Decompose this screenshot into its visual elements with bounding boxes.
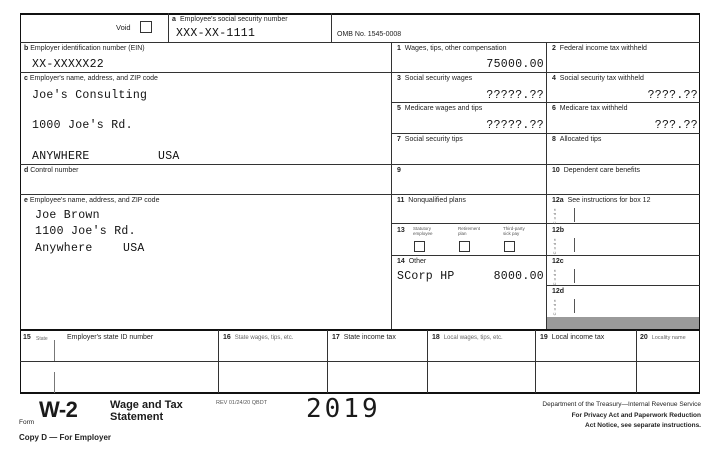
box-12a-label: 12a See instructions for box 12 xyxy=(552,197,651,204)
ssn-label: Employee's social security number xyxy=(180,16,288,23)
state-sub-div-2 xyxy=(54,372,55,393)
privacy-line1: For Privacy Act and Paperwork Reduction xyxy=(571,412,701,419)
box-12a-code-label: C o d e xyxy=(552,208,557,225)
box-e-label: e Employee's name, address, and ZIP code xyxy=(24,197,160,204)
frame-left xyxy=(20,13,21,394)
box-6-value: ???.?? xyxy=(654,119,698,132)
box-d-label: d Control number xyxy=(24,167,79,174)
box-12b-tick xyxy=(574,238,575,252)
state-row-mid xyxy=(20,361,700,362)
state-div-4 xyxy=(535,330,536,393)
box-19-label: 19 Local income tax xyxy=(540,334,605,341)
row7-line xyxy=(391,255,700,256)
box-3-label: 3 Social security wages xyxy=(397,75,473,82)
box-12d-tick xyxy=(574,299,575,313)
retirement-plan-checkbox[interactable] xyxy=(459,241,470,252)
box-12d-label: 12d xyxy=(552,288,565,295)
employer-name: Joe's Consulting xyxy=(32,89,148,102)
form-name: W-2 xyxy=(39,397,78,422)
box-12b-label: 12b xyxy=(552,227,565,234)
form-word: Form xyxy=(19,419,35,426)
ein-value: XX-XXXXX22 xyxy=(32,58,105,71)
row2-line xyxy=(391,102,700,103)
omb-number: OMB No. 1545-0008 xyxy=(337,31,402,38)
box-c-label: c Employer's name, address, and ZIP code xyxy=(24,75,158,82)
employee-country: USA xyxy=(123,242,145,255)
employee-city: Anywhere xyxy=(35,242,93,255)
box-6-label: 6 Medicare tax withheld xyxy=(552,105,628,112)
box-12c-tick xyxy=(574,269,575,283)
box-a-letter: a xyxy=(172,16,176,23)
box-5-label: 5 Medicare wages and tips xyxy=(397,105,483,112)
state-div-5 xyxy=(636,330,637,393)
header-bottom-line xyxy=(20,42,700,43)
row1-line xyxy=(391,72,700,73)
copy-designation: Copy D — For Employer xyxy=(19,433,112,442)
frame-top xyxy=(20,13,700,15)
state-div-2 xyxy=(327,330,328,393)
ssn-value: XXX-XX-1111 xyxy=(176,27,256,40)
employer-country: USA xyxy=(158,150,180,163)
box-14-value: 8000.00 xyxy=(493,270,544,283)
box-12d-code-label: C o d e xyxy=(552,299,557,316)
box-13-retirement-label: Retirement plan xyxy=(458,226,481,236)
box-8-label: 8 Allocated tips xyxy=(552,136,602,143)
header-divider-1 xyxy=(168,13,169,43)
row4-line xyxy=(391,164,700,165)
box-15-num: 15 xyxy=(23,334,31,341)
box-17-label: 17 State income tax xyxy=(332,334,396,341)
box-10-label: 10 Dependent care benefits xyxy=(552,167,640,174)
box-4-label: 4 Social security tax withheld xyxy=(552,75,644,82)
box-15-label: Employer's state ID number xyxy=(67,334,154,341)
tax-year: 2019 xyxy=(306,394,381,424)
row5-line xyxy=(391,194,700,195)
row8-line xyxy=(546,285,700,286)
employee-name: Joe Brown xyxy=(35,209,100,222)
form-title-line2: Statement xyxy=(110,411,164,423)
box-5-value: ?????.?? xyxy=(486,119,544,132)
control-bottom-line xyxy=(20,194,391,195)
box-13-thirdparty-label: Third-party sick pay xyxy=(503,226,525,236)
box-11-label: 11 Nonqualified plans xyxy=(397,197,466,204)
box-14-description: SCorp HP xyxy=(397,270,455,283)
box-12c-label: 12c xyxy=(552,258,564,265)
box-4-value: ????.?? xyxy=(647,89,698,102)
statutory-employee-checkbox[interactable] xyxy=(414,241,425,252)
box-b-label: b Employer identification number (EIN) xyxy=(24,45,145,52)
employer-bottom-line xyxy=(20,164,391,165)
employee-street: 1100 Joe's Rd. xyxy=(35,225,136,238)
department-text: Department of the Treasury—Internal Revenue Service xyxy=(542,401,701,408)
row6-line xyxy=(391,223,700,224)
right-col-split xyxy=(546,42,547,330)
box-9-label: 9 xyxy=(397,167,401,174)
privacy-line2: Act Notice, see separate instructions. xyxy=(585,422,701,429)
state-sub-div-1 xyxy=(54,340,55,361)
employer-city: ANYWHERE xyxy=(32,150,90,163)
state-div-3 xyxy=(427,330,428,393)
box-20-label: 20 Locality name xyxy=(640,334,686,341)
void-label: Void xyxy=(116,23,131,32)
third-party-sick-pay-checkbox[interactable] xyxy=(504,241,515,252)
form-title-line1: Wage and Tax xyxy=(110,399,183,411)
employer-street: 1000 Joe's Rd. xyxy=(32,119,133,132)
box-13-label: 13 xyxy=(397,227,405,234)
box-1-label: 1 Wages, tips, other compensation xyxy=(397,45,507,52)
box-1-value: 75000.00 xyxy=(486,58,544,71)
box-18-label: 18 Local wages, tips, etc. xyxy=(432,334,503,341)
box-3-value: ?????.?? xyxy=(486,89,544,102)
left-right-split xyxy=(391,42,392,330)
row3-line xyxy=(391,133,700,134)
box-12c-code-label: C o d e xyxy=(552,269,557,286)
box-16-label: 16 State wages, tips, etc. xyxy=(223,334,294,341)
revision-code: REV 01/24/20 QBDT xyxy=(216,400,268,406)
header-divider-2 xyxy=(331,13,332,43)
box-14-label: 14 Other xyxy=(397,258,427,265)
box-12b-code-label: C o d e xyxy=(552,238,557,255)
box-2-label: 2 Federal income tax withheld xyxy=(552,45,647,52)
box-7-label: 7 Social security tips xyxy=(397,136,463,143)
void-checkbox[interactable] xyxy=(140,21,152,33)
state-row-top xyxy=(20,329,700,331)
box-15-state-label: State xyxy=(36,336,48,342)
box-13-statutory-label: Statutory employee xyxy=(413,226,433,236)
frame-right xyxy=(699,13,700,394)
box-12a-tick xyxy=(574,208,575,222)
ein-bottom-line xyxy=(20,72,391,73)
state-div-1 xyxy=(218,330,219,393)
